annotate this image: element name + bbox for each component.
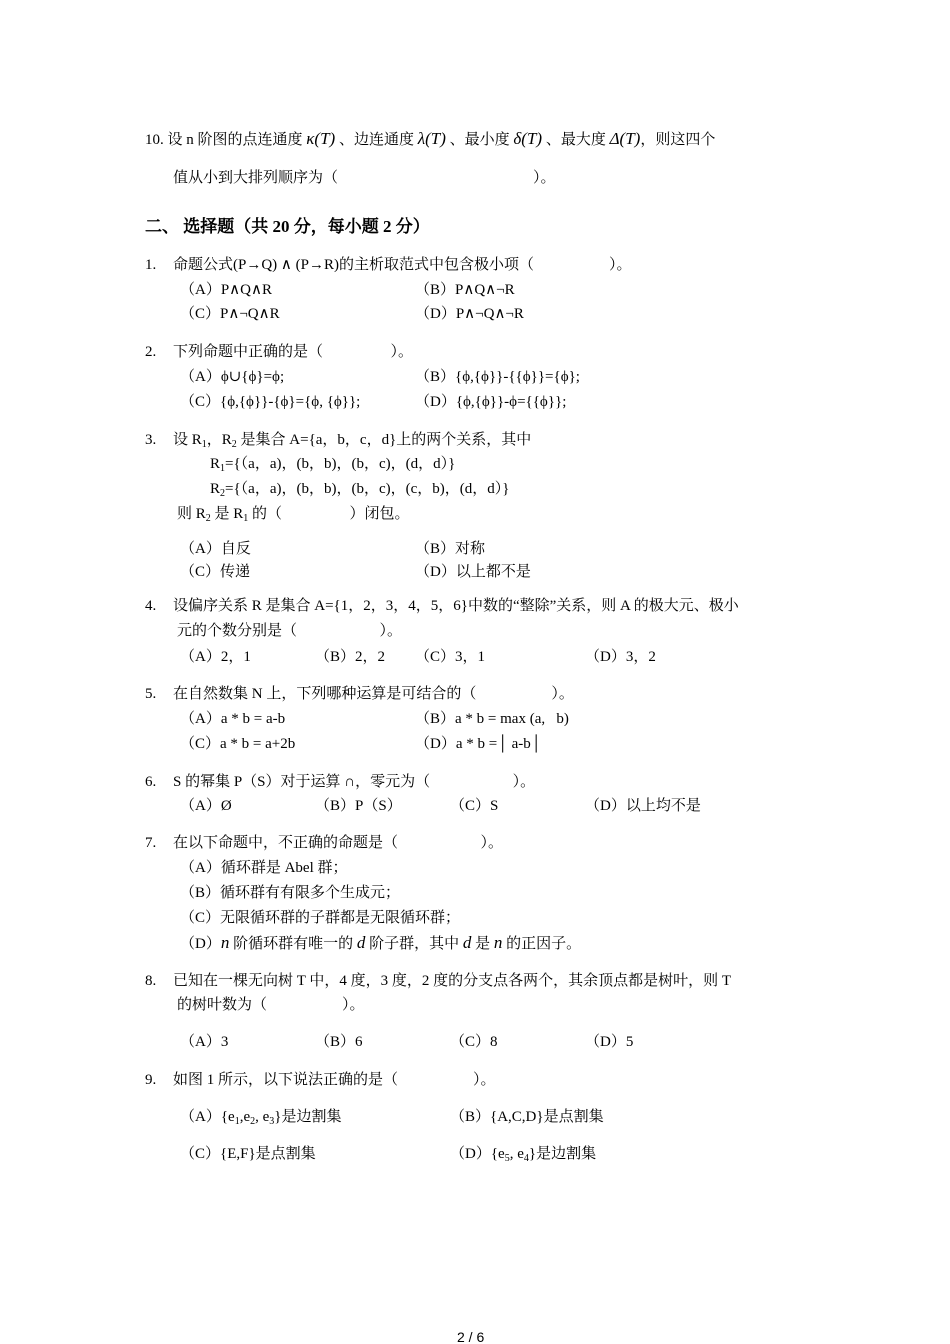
q1-option-b: [415, 281, 515, 299]
q2-option-c: [180, 393, 360, 411]
text-run: 在以下命题中，不正确的命题是（ ）。: [173, 835, 504, 851]
q8-option-b: [315, 1033, 363, 1051]
text-run: （D）P∧¬Q∧¬R: [415, 306, 524, 322]
q3-then: [177, 505, 410, 523]
text-run: （C）无限循环群的子群都是无限循环群；: [180, 910, 461, 926]
q8-option-c: [450, 1033, 498, 1051]
text-run: （C）8: [450, 1034, 498, 1050]
subscript: 2: [205, 513, 211, 524]
q4-option-a: [180, 648, 251, 666]
q6-option-b: [315, 797, 402, 815]
q6-option-c: [450, 797, 498, 815]
text-run: （C）3，1: [415, 649, 486, 665]
q3-r2: [210, 480, 509, 498]
q5-option-a: [180, 710, 285, 728]
q3-number: 3.: [145, 432, 157, 448]
q7-option-c: [180, 909, 460, 927]
q1-number: 1.: [145, 257, 157, 273]
section-heading: 二、 选择题（共 20 分，每小题 2 分）: [145, 217, 430, 236]
text-run: 下列命题中正确的是（ ）。: [173, 344, 414, 360]
text-run: （D）以上均不是: [585, 798, 701, 814]
text-run: 设 R: [173, 432, 202, 448]
subscript: 1: [201, 439, 207, 450]
text-run: （A）2，1: [180, 649, 251, 665]
q6-number: 6.: [145, 774, 157, 790]
q4-stem: [173, 597, 739, 615]
text-run: 设偏序关系 R 是集合 A={1，2，3，4，5，6}中数的“整除”关系，则 A 的极大元、极小: [173, 598, 739, 614]
text-run: 是 R: [210, 506, 244, 522]
text-run: （B）6: [315, 1034, 363, 1050]
text-run: （D）{ϕ,{ϕ}}-ϕ={{ϕ}};: [415, 394, 567, 410]
text-run: }是边割集: [528, 1146, 597, 1162]
q5-stem: [173, 685, 574, 703]
text-run: ={（a，a)，(b，b)，(b，c)，(c，b)，(d，d）}: [225, 481, 510, 497]
text-run: （C）{E,F}是点割集: [180, 1146, 316, 1162]
text-run: （D）以上都不是: [415, 564, 531, 580]
text-run: S 的幂集 P（S）对于运算 ∩，零元为（ ）。: [173, 774, 536, 790]
text-run: 、边连通度: [335, 132, 418, 148]
text-run: （D）a * b =│ a-b│: [415, 736, 542, 752]
q8-stem: [173, 972, 731, 990]
q2-option-d: [415, 393, 566, 411]
text-run: ，则这四个: [640, 132, 716, 148]
q2-option-b: [415, 368, 580, 386]
text-run: （B）2，2: [315, 649, 386, 665]
math-symbol: n: [493, 933, 503, 952]
text-run: （C）a * b = a+2b: [180, 736, 296, 752]
text-run: 的正因子。: [502, 936, 582, 952]
q3-option-a: [180, 540, 251, 558]
q7-number: 7.: [145, 835, 157, 851]
text-run: （B）循环群有有限多个生成元；: [180, 885, 401, 901]
q7-option-a: [180, 859, 348, 877]
math-symbol: n: [220, 933, 230, 952]
q5-option-d: [415, 735, 541, 753]
text-run: 、最大度: [542, 132, 610, 148]
text-run: 如图 1 所示，以下说法正确的是（ ）。: [173, 1072, 496, 1088]
subscript: 3: [269, 1116, 275, 1127]
text-run: 在自然数集 N 上，下列哪种运算是可结合的（ ）。: [173, 686, 574, 702]
subscript: 1: [234, 1116, 240, 1127]
q5-option-c: [180, 735, 295, 753]
q9-option-c: [180, 1145, 316, 1163]
subscript: 1: [220, 463, 226, 474]
q4-stem-cont: [177, 622, 402, 640]
q8-number: 8.: [145, 973, 157, 989]
q2-option-a: [180, 368, 284, 386]
text-run: R: [210, 481, 221, 497]
text-run: ，R: [206, 432, 232, 448]
subscript: 2: [220, 488, 226, 499]
text-run: , e: [509, 1146, 524, 1162]
text-run: （C）传递: [180, 564, 251, 580]
text-run: R: [210, 456, 221, 472]
text-run: ,e: [239, 1109, 251, 1125]
subscript: 5: [504, 1153, 510, 1164]
q1-option-d: [415, 305, 524, 323]
q4-option-d: [585, 648, 656, 666]
q10-line2: [173, 169, 556, 187]
math-symbol: d: [462, 933, 472, 952]
q3-stem: [173, 431, 531, 449]
q4-option-c: [415, 648, 485, 666]
q6-option-d: [585, 797, 701, 815]
q7-option-d: [180, 934, 581, 953]
text-run: 的树叶数为（ ）。: [177, 997, 365, 1013]
q9-option-a: [180, 1108, 342, 1126]
q9-stem: [173, 1071, 496, 1089]
math-symbol: d: [356, 933, 366, 952]
q5-number: 5.: [145, 686, 157, 702]
text-run: （B）P（S）: [315, 798, 402, 814]
q5-option-b: [415, 710, 569, 728]
text-run: （D）3，2: [585, 649, 656, 665]
text-run: }是边割集: [274, 1109, 342, 1125]
math-symbol: λ(T): [417, 129, 446, 148]
text-run: （A）P∧Q∧R: [180, 282, 272, 298]
q3-option-c: [180, 563, 250, 581]
text-run: 阶子群，其中: [365, 936, 463, 952]
text-run: （A）Ø: [180, 798, 232, 814]
q3-option-d: [415, 563, 531, 581]
text-run: 是: [471, 936, 494, 952]
text-run: （B）P∧Q∧¬R: [415, 282, 515, 298]
text-run: 是集合 A={a，b，c，d}上的两个关系，其中: [236, 432, 532, 448]
text-run: （C）S: [450, 798, 499, 814]
q8-stem-cont: [177, 996, 365, 1014]
text-run: （B）对称: [415, 541, 486, 557]
text-run: （A）自反: [180, 541, 251, 557]
q6-stem: [173, 773, 535, 791]
math-symbol: Δ(T): [609, 129, 641, 148]
q2-stem: [173, 343, 413, 361]
q9-number: 9.: [145, 1072, 157, 1088]
q9-option-b: [450, 1108, 604, 1126]
text-run: 命题公式(P→Q) ∧ (P→R)的主析取范式中包含极小项（ ）。: [173, 257, 632, 273]
text-run: （A）a * b = a-b: [180, 711, 286, 727]
text-run: ={（a，a)，(b，b)，(b，c)，(d，d）}: [225, 456, 456, 472]
text-run: （A）循环群是 Abel 群；: [180, 860, 348, 876]
q4-number: 4.: [145, 598, 157, 614]
q6-option-a: [180, 797, 232, 815]
text-run: （A）{e: [180, 1109, 235, 1125]
q3-option-b: [415, 540, 485, 558]
q7-option-b: [180, 884, 400, 902]
text-run: , e: [255, 1109, 270, 1125]
text-run: （D）: [180, 936, 221, 952]
text-run: 的（ ）闭包。: [248, 506, 410, 522]
text-run: （B）a * b = max (a, b): [415, 711, 569, 727]
text-run: （C）{ϕ,{ϕ}}-{ϕ}={ϕ, {ϕ}};: [180, 394, 361, 410]
math-symbol: κ(T): [306, 129, 336, 148]
text-run: （C）P∧¬Q∧R: [180, 306, 280, 322]
text-run: （D）5: [585, 1034, 634, 1050]
subscript: 2: [231, 439, 237, 450]
subscript: 4: [523, 1153, 529, 1164]
q8-option-d: [585, 1033, 633, 1051]
subscript: 2: [250, 1116, 256, 1127]
q7-stem: [173, 834, 503, 852]
text-run: 已知在一棵无向树 T 中，4 度，3 度，2 度的分支点各两个，其余顶点都是树叶，则 T: [173, 973, 732, 989]
text-run: 阶循环群有唯一的: [229, 936, 357, 952]
text-run: 10. 设 n 阶图的点连通度: [145, 132, 307, 148]
text-run: 元的个数分别是（ ）。: [177, 623, 403, 639]
q9-option-d: [450, 1145, 596, 1163]
page-number: 2 / 6: [457, 1329, 485, 1344]
q2-number: 2.: [145, 344, 157, 360]
q10-line1: [145, 130, 715, 149]
q1-option-c: [180, 305, 280, 323]
text-run: （A）ϕ∪{ϕ}=ϕ;: [180, 369, 285, 385]
q4-option-b: [315, 648, 385, 666]
math-symbol: δ(T): [513, 129, 543, 148]
text-run: （D）{e: [450, 1146, 505, 1162]
subscript: 1: [243, 513, 249, 524]
text-run: （A）3: [180, 1034, 229, 1050]
text-run: （B）{ϕ,{ϕ}}-{{ϕ}}={ϕ};: [415, 369, 580, 385]
text-run: 值从小到大排列顺序为（ ）。: [173, 170, 556, 186]
q3-r1: [210, 455, 455, 473]
q1-option-a: [180, 281, 272, 299]
q1-stem: [173, 256, 631, 274]
text-run: 则 R: [177, 506, 206, 522]
q8-option-a: [180, 1033, 228, 1051]
text-run: 、最小度: [445, 132, 514, 148]
text-run: （B）{A,C,D}是点割集: [450, 1109, 604, 1125]
